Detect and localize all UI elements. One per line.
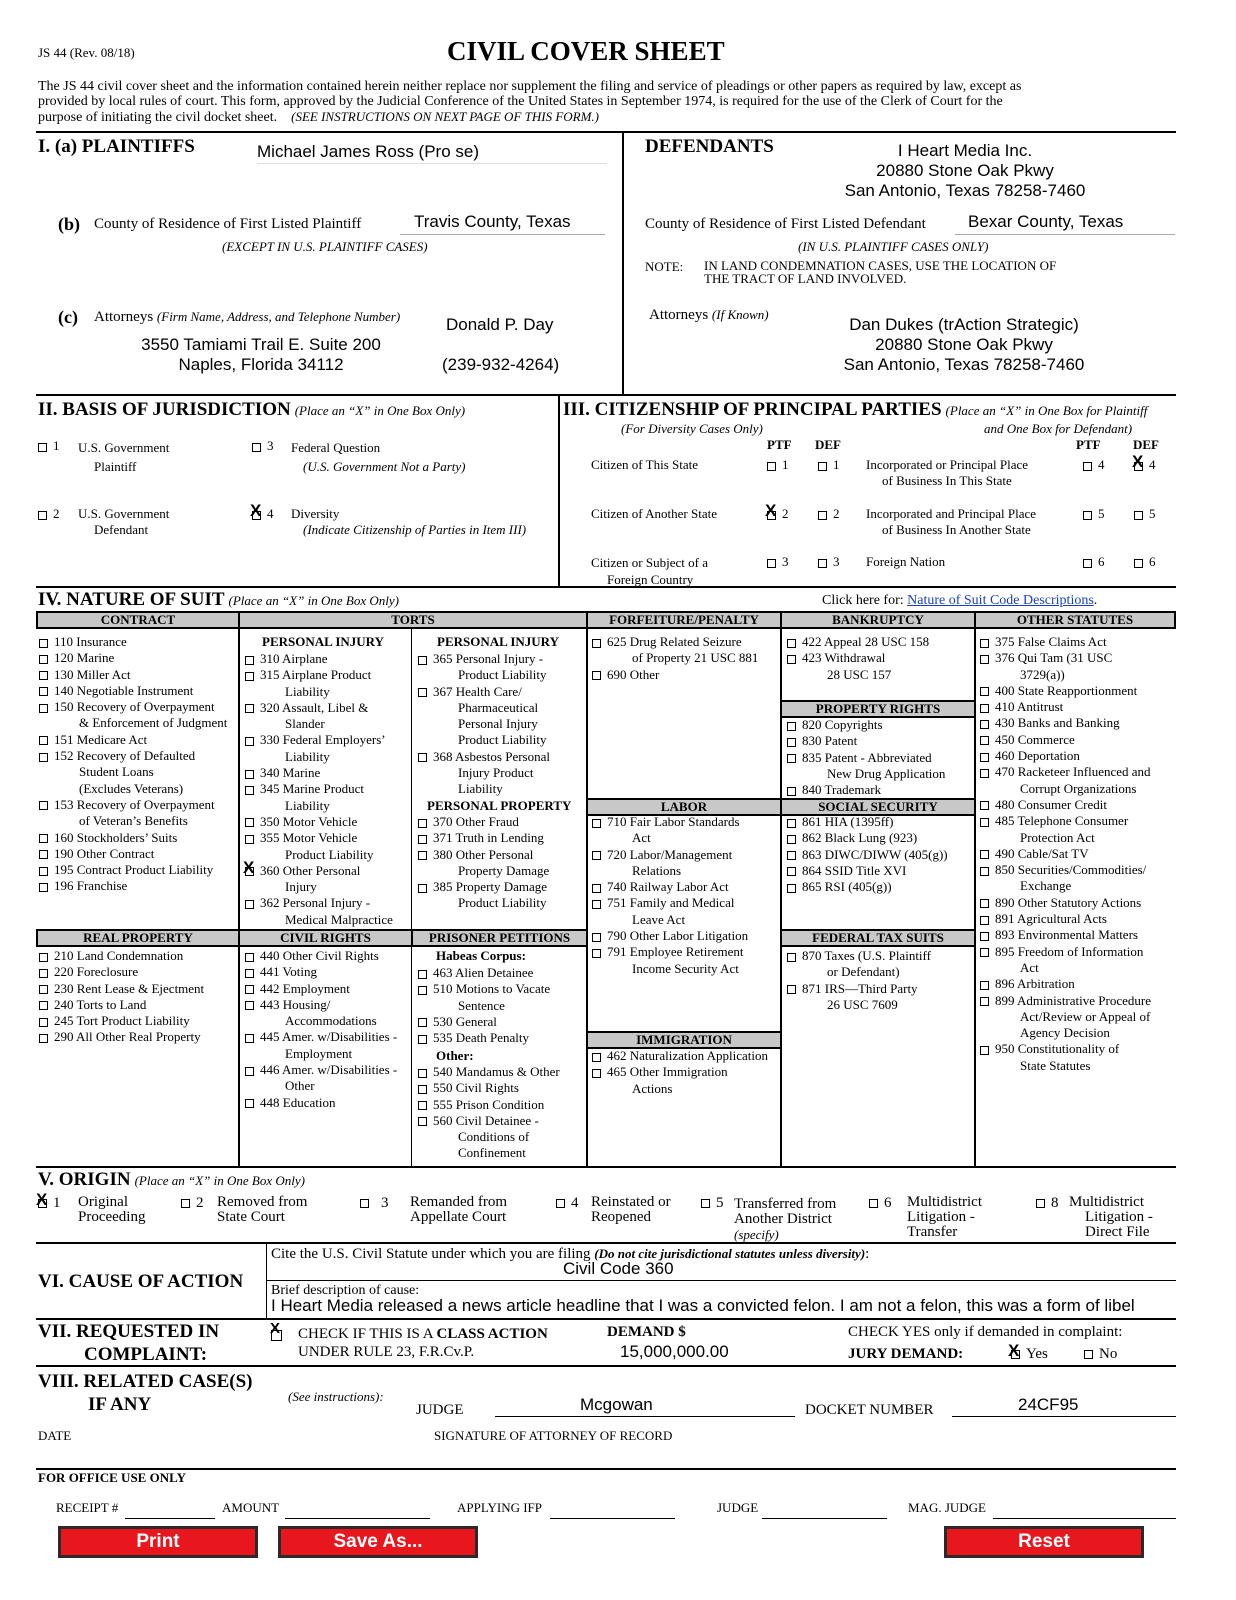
nature-of-suit-link-row: Click here for: Nature of Suit Code Descriptions. [822,593,1098,608]
jurisdiction-option-1[interactable]: 1 [38,438,60,454]
docket-number-label: DOCKET NUMBER [805,1402,934,1418]
jurisdiction-option-3-label: Federal Question (U.S. Government Not a Party) [291,440,466,474]
plaintiff-county-label: County of Residence of First Listed Plaintiff [94,216,362,232]
social-security-header: SOCIAL SECURITY [780,798,976,816]
amount-label: AMOUNT [222,1500,280,1515]
def-4[interactable]: 4 [1134,457,1156,473]
list-item[interactable]: 195 Contract Product Liability [39,862,227,878]
x-mark-icon: X [270,1320,281,1337]
personal-property-heading: PERSONAL PROPERTY [427,798,572,813]
list-item[interactable]: 190 Other Contract [39,846,227,862]
form-id: JS 44 (Rev. 08/18) [38,45,135,60]
origin-2[interactable]: 2 [181,1195,204,1212]
forfeiture-header: FORFEITURE/PENALTY [586,611,782,629]
origin-5[interactable]: 5 [701,1195,724,1212]
docket-number-field[interactable]: 24CF95 [1018,1395,1079,1414]
def-2[interactable]: 2 [818,506,840,522]
related-cases-hint: (See instructions): [288,1389,384,1404]
list-item[interactable]: 130 Miller Act [39,667,227,683]
x-mark-icon: X [1132,452,1144,471]
jurisdiction-option-4[interactable]: 4 [252,506,274,522]
list-item[interactable]: 110 Insurance [39,634,227,650]
related-judge-field[interactable]: Mcgowan [580,1395,653,1414]
citizen-this-state-label: Citizen of This State [591,457,698,472]
mag-judge-label: MAG. JUDGE [908,1500,986,1515]
list-item[interactable]: 153 Recovery of Overpayment [39,797,227,813]
defendant-county-field[interactable]: Bexar County, Texas [968,212,1124,231]
save-as-button[interactable]: Save As... [278,1526,478,1558]
civil-rights-list: 440 Other Civil Rights 441 Voting 442 Employment 443 Housing/ Accommodations 445 Amer. w/Disabilities - Employment 446 Amer. w/Disabilities - Other 448 Education [245,948,397,1111]
def-header: DEF [815,437,841,452]
personal-injury-heading: PERSONAL INJURY [262,634,384,649]
real-property-header: REAL PROPERTY [36,929,240,947]
list-item[interactable]: 140 Negotiable Instrument [39,683,227,699]
note-label: NOTE: [645,259,684,274]
origin-1-label: Original Proceeding [78,1194,146,1225]
signature-label: SIGNATURE OF ATTORNEY OF RECORD [434,1428,673,1443]
personal-injury-list: 310 Airplane 315 Airplane Product Liability 320 Assault, Libel & Slander 330 Federal Employers’ Liability 340 Marine 345 Marine Product Liability 350 Motor Vehicle 355 Motor Vehicle Product Liability 360 Other Personal Injury 362 Personal Injury - Medical Malpractice [245,651,393,928]
requested-in-complaint-heading: VII. REQUESTED IN COMPLAINT: [38,1321,220,1365]
origin-heading: V. ORIGIN (Place an “X” in One Box Only) [38,1169,305,1190]
plaintiffs-heading: I. (a) PLAINTIFFS [38,136,195,157]
jurisdiction-option-4-label: Diversity (Indicate Citizenship of Parties in Item III) [291,506,527,537]
federal-tax-list: 870 Taxes (U.S. Plaintiff or Defendant) 871 IRS—Third Party 26 USC 7609 [787,948,931,1013]
date-label: DATE [38,1428,72,1443]
land-condemnation-note: IN LAND CONDEMNATION CASES, USE THE LOCATION OF THE TRACT OF LAND INVOLVED. [704,258,1057,286]
defendant-county-note: (IN U.S. PLAINTIFF CASES ONLY) [798,239,989,254]
attorneys-label: Attorneys (Firm Name, Address, and Telephone Number) [94,309,401,325]
def-header-right: DEF [1133,437,1159,452]
def-1[interactable]: 1 [818,457,840,473]
jury-demand-label: JURY DEMAND: [848,1346,964,1362]
origin-3[interactable]: 3 [360,1195,389,1212]
ptf-header-right: PTF [1076,437,1101,452]
x-mark-icon: X [765,501,777,520]
personal-property-list: 370 Other Fraud 371 Truth in Lending 380 Other Personal Property Damage 385 Property Damage Product Liability [418,814,549,912]
plaintiff-county-note: (EXCEPT IN U.S. PLAINTIFF CASES) [222,239,428,254]
contract-header: CONTRACT [36,611,240,629]
applying-ifp-label: APPLYING IFP [457,1500,543,1515]
jury-no[interactable]: No [1084,1346,1117,1363]
immigration-header: IMMIGRATION [586,1031,782,1049]
label-c: (c) [58,307,78,327]
list-item[interactable]: 120 Marine [39,650,227,666]
brief-description-field[interactable]: I Heart Media released a news article headline that I was a convicted felon. I am not a felon, this was a form of libel [271,1296,1135,1315]
federal-tax-header: FEDERAL TAX SUITS [780,929,976,947]
list-item[interactable]: 152 Recovery of Defaulted [39,748,227,764]
origin-3-label: Remanded from Appellate Court [410,1194,508,1225]
list-item[interactable]: 160 Stockholders’ Suits [39,830,227,846]
prisoner-petitions-header: PRISONER PETITIONS [411,929,588,947]
citizenship-hint: (For Diversity Cases Only) [621,421,763,436]
property-rights-list: 820 Copyrights 830 Patent 835 Patent - Abbreviated New Drug Application 840 Trademark [787,717,945,798]
forfeiture-list: 625 Drug Related Seizure of Property 21 USC 881 690 Other [592,634,758,683]
incorporated-another-state-label: Incorporated and Principal Place of Business In Another State [866,506,1037,537]
habeas-list: 463 Alien Detainee 510 Motions to Vacate Sentence 530 General 535 Death Penalty [418,965,550,1046]
torts-header: TORTS [238,611,588,629]
attorney-name-field[interactable]: Donald P. Day [446,315,554,334]
def-3[interactable]: 3 [818,554,840,570]
ptf-3[interactable]: 3 [767,554,789,570]
labor-list: 710 Fair Labor Standards Act 720 Labor/Management Relations 740 Railway Labor Act 751 Family and Medical Leave Act 790 Other Labor Litigation 791 Employee Retirement Income Security Act [592,814,748,977]
defendant-attorneys-label: Attorneys (If Known) [649,307,769,323]
attorney-phone-field[interactable]: (239-932-4264) [442,355,560,374]
cite-statute-field[interactable]: Civil Code 360 [563,1259,674,1278]
defendant-attorney-field[interactable]: Dan Dukes (trAction Strategic) 20880 Stone Oak Pkwy San Antonio, Texas 78258-7460 [843,315,1085,374]
jurisdiction-option-2-label: U.S. Government Defendant [78,506,170,537]
attorney-address-field[interactable]: 3550 Tamiami Trail E. Suite 200 Naples, Florida 34112 [141,335,381,374]
brief-description-label: Brief description of cause: [271,1283,420,1298]
origin-5-label: Transferred from Another District (specify) [734,1196,837,1242]
personal-injury-right-heading: PERSONAL INJURY [437,634,559,649]
defendants-heading: DEFENDANTS [645,136,774,157]
receipt-label: RECEIPT # [56,1500,119,1515]
page-title: CIVIL COVER SHEET [447,36,725,66]
intro-text: The JS 44 civil cover sheet and the information contained herein neither replace nor supplement the filing and service of pleadings or other papers as required by law, except as provided by local rules of court. This form, approved by the Judicial Conference of the United States in September 1974, is required for the use of the Clerk of Court for the purpose of initiating the civil docket sheet. (SEE INSTRUCTIONS ON NEXT PAGE OF THIS FORM.) [38,79,1022,125]
jury-yes[interactable]: Yes [1011,1346,1048,1363]
x-mark-icon: X [36,1190,48,1209]
origin-8[interactable]: 8 [1036,1195,1059,1212]
citizenship-hint-2: and One Box for Defendant) [984,421,1133,436]
citizen-another-state-label: Citizen of Another State [591,506,718,521]
foreign-nation-label: Foreign Nation [866,554,946,569]
real-property-list: 210 Land Condemnation 220 Foreclosure 230 Rent Lease & Ejectment 240 Torts to Land 245 Tort Product Liability 290 All Other Real Property [39,948,204,1046]
bankruptcy-list: 422 Appeal 28 USC 158 423 Withdrawal 28 USC 157 [787,634,929,683]
jurisdiction-option-3[interactable]: 3 [252,438,274,454]
habeas-corpus-heading: Habeas Corpus: [436,948,526,963]
list-item[interactable]: 151 Medicare Act [39,732,227,748]
other-heading: Other: [436,1048,474,1063]
origin-1[interactable]: 1 [38,1195,61,1212]
def-5[interactable]: 5 [1134,506,1156,522]
prisoner-other-list: 540 Mandamus & Other 550 Civil Rights 555 Prison Condition 560 Civil Detainee - Conditions of Confinement [418,1064,560,1162]
origin-6-label: Multidistrict Litigation - Transfer [907,1194,982,1240]
ptf-4[interactable]: 4 [1083,457,1105,473]
print-button[interactable]: Print [58,1526,258,1558]
x-mark-icon: X [1008,1341,1020,1360]
plaintiff-county-field[interactable]: Travis County, Texas [414,212,571,231]
plaintiff-name-field[interactable]: Michael James Ross (Pro se) [257,142,480,161]
civil-rights-header: CIVIL RIGHTS [238,929,413,947]
x-mark-icon: X [250,501,262,520]
other-statutes-header: OTHER STATUTES [974,611,1176,629]
ptf-1[interactable]: 1 [767,457,789,473]
origin-4-label: Reinstated or Reopened [591,1194,671,1225]
immigration-list: 462 Naturalization Application 465 Other Immigration Actions [592,1048,768,1097]
ptf-2[interactable]: 2 [767,506,789,522]
origin-8-label: Multidistrict Litigation - Direct File [1069,1194,1153,1240]
ptf-6[interactable]: 6 [1083,554,1105,570]
property-rights-header: PROPERTY RIGHTS [780,700,976,718]
reset-button[interactable]: Reset [944,1526,1144,1558]
social-security-list: 861 HIA (1395ff) 862 Black Lung (923) 863 DIWC/DIWW (405(g)) 864 SSID Title XVI 865 RSI (405(g)) [787,814,948,895]
other-statutes-list: 375 False Claims Act 376 Qui Tam (31 USC 3729(a)) 400 State Reapportionment 410 Antitrust 430 Banks and Banking 450 Commerce 460 Deportation 470 Racketeer Influenced and Corrupt Organizations 480 Consumer Credit 485 Telephone Consumer Protection Act 490 Cable/Sat TV 850 Securities/Commodities/ Exchange 890 Other Statutory Actions 891 Agricultural Acts 893 Environmental Matters 895 Freedom of Information Act 896 Arbitration 899 Administrative Procedure Act/Review or Appeal of Agency Decision 950 Constitutionality of State Statutes [980,634,1151,1074]
related-judge-label: JUDGE [416,1402,464,1418]
nature-of-suit-link[interactable]: Nature of Suit Code Descriptions [907,593,1094,608]
jurisdiction-heading: II. BASIS OF JURISDICTION (Place an “X” in One Box Only) [38,399,466,420]
ptf-header: PTF [767,437,792,452]
defendant-county-label: County of Residence of First Listed Defendant [645,216,926,232]
citizen-foreign-label: Citizen or Subject of a Foreign Country [591,555,708,587]
incorporated-this-state-label: Incorporated or Principal Place of Business In This State [866,457,1029,488]
bankruptcy-header: BANKRUPTCY [780,611,976,629]
nature-of-suit-heading: IV. NATURE OF SUIT (Place an “X” in One Box Only) [38,589,399,610]
checkbox[interactable] [38,511,47,520]
demand-field[interactable]: 15,000,000.00 [620,1342,729,1361]
related-cases-heading: VIII. RELATED CASE(S) IF ANY [38,1371,253,1415]
class-action-label: CHECK IF THIS IS A CLASS ACTION UNDER RULE 23, F.R.Cv.P. [298,1326,548,1360]
demand-label: DEMAND $ [607,1324,686,1340]
label-b: (b) [58,214,80,234]
office-judge-label: JUDGE [717,1500,759,1515]
jurisdiction-option-2[interactable]: 2 [38,506,60,522]
ptf-5[interactable]: 5 [1083,506,1105,522]
origin-6[interactable]: 6 [869,1195,892,1212]
labor-header: LABOR [586,798,782,816]
checkbox[interactable] [252,443,261,452]
cite-statute-label: Cite the U.S. Civil Statute under which you are filing (Do not cite jurisdictional statutes unless diversity): [271,1246,870,1262]
x-mark-icon: X [243,858,255,877]
cause-of-action-heading: VI. CAUSE OF ACTION [38,1271,244,1292]
defendant-name-field[interactable]: I Heart Media Inc. 20880 Stone Oak Pkwy San Antonio, Texas 78258-7460 [844,141,1086,200]
jurisdiction-option-1-label: U.S. Government Plaintiff [78,440,170,474]
office-use-label: FOR OFFICE USE ONLY [38,1470,186,1485]
origin-4[interactable]: 4 [556,1195,579,1212]
personal-injury-right-list: 365 Personal Injury - Product Liability 367 Health Care/ Pharmaceutical Personal Injury Product Liability 368 Asbestos Personal Injury Product Liability [418,651,550,798]
jury-note: CHECK YES only if demanded in complaint: [848,1324,1123,1340]
def-6[interactable]: 6 [1134,554,1156,570]
origin-2-label: Removed from State Court [217,1194,308,1225]
citizenship-heading: III. CITIZENSHIP OF PRINCIPAL PARTIES (Place an “X” in One Box for Plaintiff [563,399,1148,420]
list-item[interactable]: 196 Franchise [39,878,227,894]
checkbox[interactable] [38,443,47,452]
contract-list: 110 Insurance 120 Marine 130 Miller Act 140 Negotiable Instrument 150 Recovery of Overpayment & Enforcement of Judgment 151 Medicare Act 152 Recovery of Defaulted Student Loans (Excludes Veterans) 153 Recovery of Overpayment of Veteran’s Benefits 160 Stockholders’ Suits 190 Other Contract 195 Contract Product Liability 196 Franchise [39,634,227,895]
list-item[interactable]: 150 Recovery of Overpayment [39,699,227,715]
